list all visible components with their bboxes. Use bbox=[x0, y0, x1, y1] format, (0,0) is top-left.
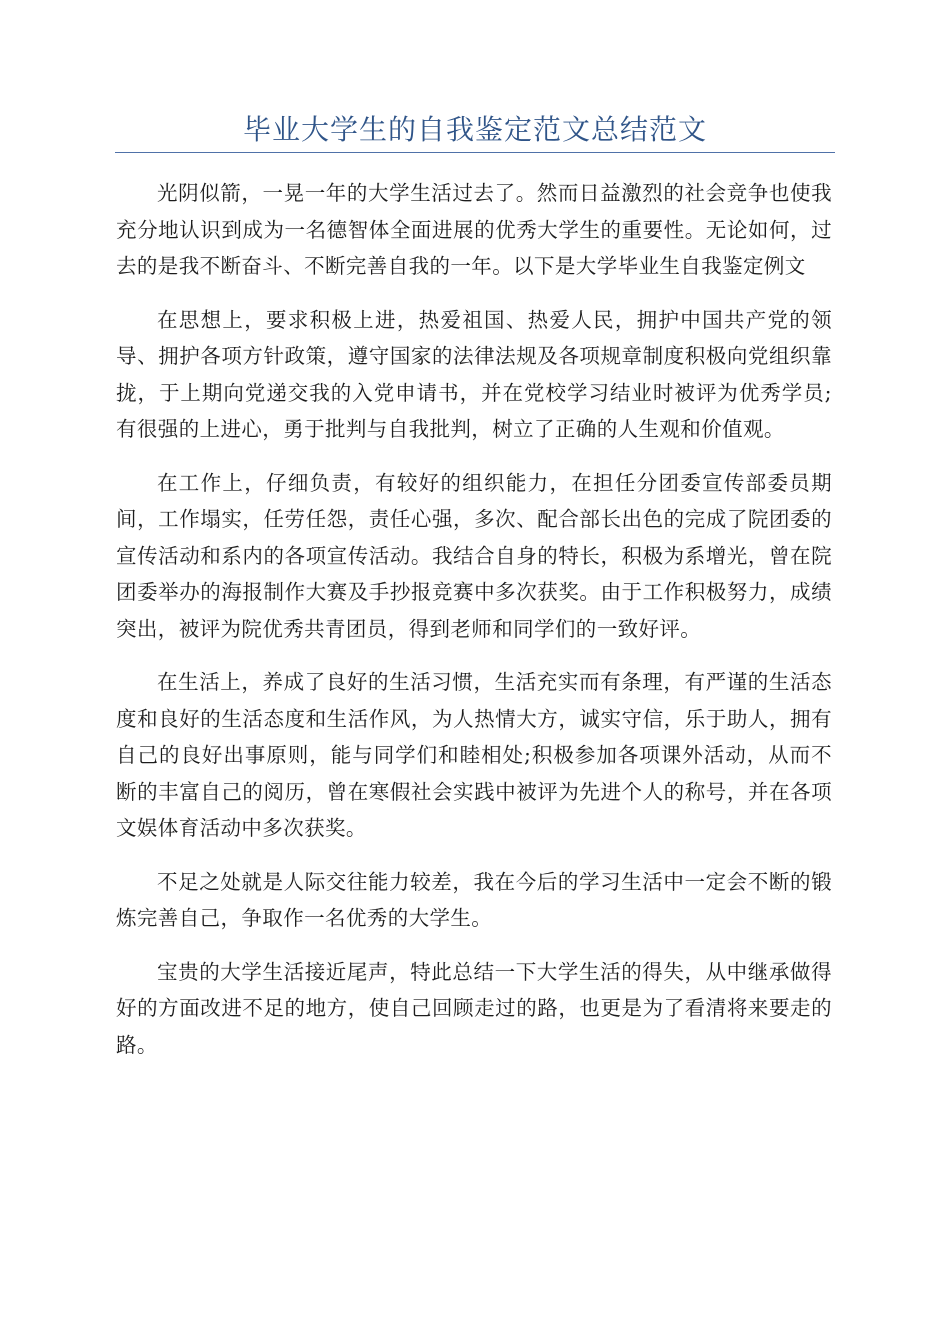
title-block bbox=[115, 112, 835, 153]
document-title: 毕业大学生的自我鉴定范文总结范文 bbox=[242, 113, 707, 146]
paragraph-shortcomings: 不足之处就是人际交往能力较差，我在今后的学习生活中一定会不断的锻炼完善自己，争取作一名优秀的大学生。 bbox=[116, 869, 832, 930]
paragraph-conclusion: 宝贵的大学生活接近尾声，特此总结一下大学生活的得失，从中继承做得好的方面改进不足的地方，使自己回顾走过的路，也更是为了看清将来要走的路。 bbox=[116, 959, 832, 1057]
paragraph-intro: 光阴似箭，一晃一年的大学生活过去了。然而日益激烈的社会竞争也使我充分地认识到成为一名德智体全面进展的优秀大学生的重要性。无论如何，过去的是我不断奋斗、不断完善自我的一年。以下是大学毕业生自我鉴定例文 bbox=[116, 181, 832, 278]
document-body bbox=[116, 175, 832, 1080]
paragraph-life: 在生活上，养成了良好的生活习惯，生活充实而有条理，有严谨的生活态度和良好的生活态度和生活作风，为人热情大方，诚实守信，乐于助人，拥有自己的良好出事原则，能与同学们和睦相处;积极参加各项课外活动，从而不断的丰富自己的阅历，曾在寒假社会实践中被评为先进个人的称号，并在各项文娱体育活动中多次获奖。 bbox=[116, 670, 832, 840]
paragraph-work: 在工作上，仔细负责，有较好的组织能力，在担任分团委宣传部委员期间，工作塌实，任劳任怨，责任心强，多次、配合部长出色的完成了院团委的宣传活动和系内的各项宣传活动。我结合自身的特长，积极为系增光，曾在院团委举办的海报制作大赛及手抄报竞赛中多次获奖。由于工作积极努力，成绩突出，被评为院优秀共青团员，得到老师和同学们的一致好评。 bbox=[116, 470, 832, 641]
paragraph-thought: 在思想上，要求积极上进，热爱祖国、热爱人民，拥护中国共产党的领导、拥护各项方针政策，遵守国家的法律法规及各项规章制度积极向党组织靠拢，于上期向党递交我的入党申请书，并在党校学习结业时被评为优秀学员;有很强的上进心，勇于批判与自我批判，树立了正确的人生观和价值观。 bbox=[116, 307, 832, 441]
